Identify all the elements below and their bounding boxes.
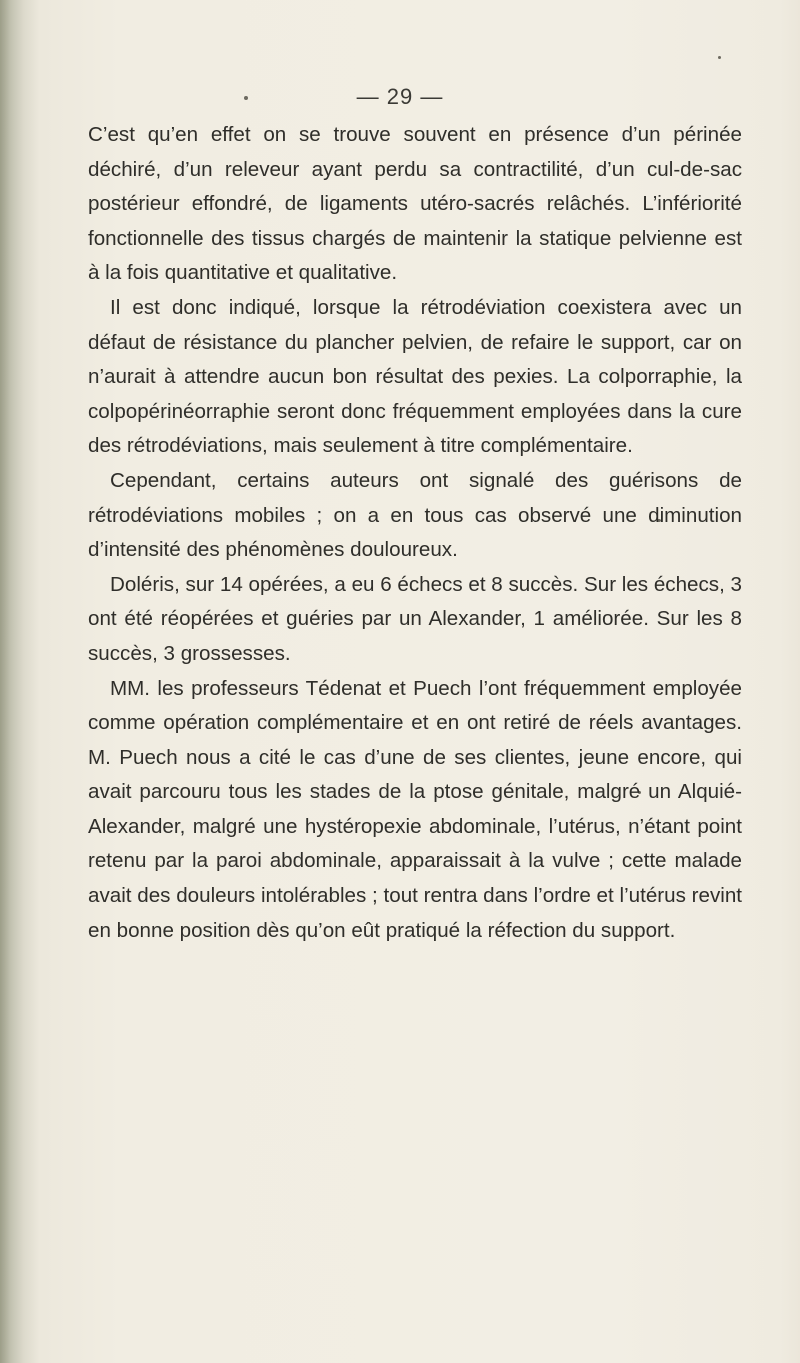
page-number: — 29 —	[356, 84, 444, 109]
binding-shadow	[0, 0, 38, 1363]
paragraph: MM. les professeurs Tédenat et Puech l’ont fréquemment employée comme opération complémentaire et en ont retiré de réels avantages. M. Puech nous a cité le cas d’une de ses clientes, jeune encore, qui avait parcouru tous les stades de la ptose génitale, malgré un Alquié-Alexander, malgré une hystéropexie abdominale, l’utérus, n’étant point retenu par la paroi abdominale, apparaissait à la vulve ; cette malade avait des douleurs intolérables ; tout rentra dans l’ordre et l’utérus revint en bonne position dès qu’on eût pratiqué la réfection du support.	[88, 676, 742, 942]
paragraph: Cependant, certains auteurs ont signalé des guérisons de rétrodéviations mobiles ; on a en tous cas observé une diminution d’intensité des phénomènes douloureux.	[88, 468, 742, 562]
paragraph: Il est donc indiqué, lorsque la rétrodéviation coexistera avec un défaut de résistance du plancher pelvien, de refaire le support, car on n’aurait à attendre aucun bon résultat des pexies. La colporraphie, la colpopérinéorraphie seront donc fréquemment employées dans la cure des rétrodéviations, mais seulement à titre complémentaire.	[88, 295, 742, 458]
body-text	[88, 118, 742, 948]
ink-speck	[718, 56, 721, 59]
paragraph: Doléris, sur 14 opérées, a eu 6 échecs et 8 succès. Sur les échecs, 3 ont été réopérées et guéries par un Alexander, 1 améliorée. Sur les 8 succès, 3 grossesses.	[88, 572, 742, 665]
paragraph: C’est qu’en effet on se trouve souvent en présence d’un périnée déchiré, d’un releveur ayant perdu sa contractilité, d’un cul-de-sac postérieur effondré, de ligaments utéro-sacrés relâchés. L’infériorité fonctionnelle des tissus chargés de maintenir la statique pelvienne est à la fois quantitative et qualitative.	[88, 123, 742, 285]
